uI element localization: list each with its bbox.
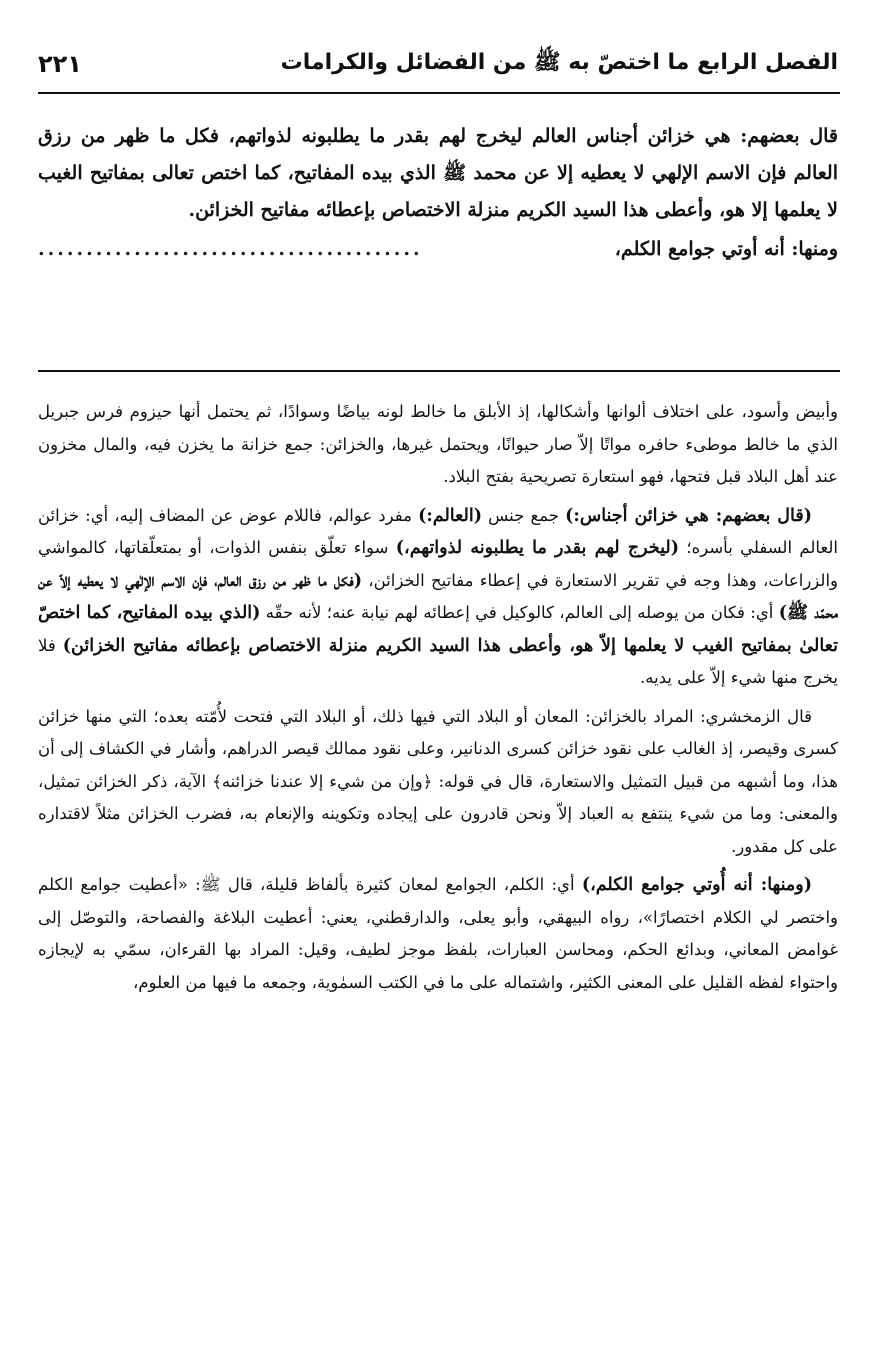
continuation-text: ومنها: أنه أوتي جوامع الكلم، — [614, 238, 838, 260]
commentary-text: أي: الكلم، الجوامع لمعان كثيرة بألفاظ قليلة، قال ﷺ: «أعطيت جوامع الكلم واختصر لي الكلام اختصارًا»، رواه البيهقي، وأبو يعلى، والدارقطني، يعني: أعطيت البلاغة والفصاحة، والتوصّل إلى غوامض المعاني، وبدائع الحكم، ومحاسن العبارات، بلفظ موجز لطيف، وقيل: المراد بها القرءان، سمّي به لإيجازه واحتواء لفظه القليل على المعنى الكثير، واشتماله على ما في الكتب السمٰوية، وجمعه ما فيها من العلوم، — [38, 875, 838, 992]
commentary-paragraph-2 — [38, 500, 838, 695]
chapter-title: الفصل الرابع ما اختصّ به ﷺ من الفضائل والكرامات — [280, 50, 838, 75]
commentary-paragraph-4 — [38, 869, 838, 999]
quoted-text: (فكل ما ظهر من رزق العالم، فإن الاسم الإلٰهي لا يعطيه إلاّ عن محمّد ﷺ) — [38, 570, 838, 623]
commentary-paragraph-1: وأبيض وأسود، على اختلاف ألوانها وأشكالها، إذ الأبلق ما خالط لونه بياضًا وسوادًا، ثم يحتمل أنها حيزوم فرس جبريل الذي ما خالط موطىء حافره مواتًا إلاّ صار حيوانًا، ويحتمل غيرها، والخزائن: جمع خزانة ما يخزن فيه، والمال مخزون عند أهل البلاد قبل فتحها، فهو استعارة تصريحية بفتح البلاد. — [38, 402, 838, 486]
running-header — [38, 40, 838, 88]
commentary-text: مفرد عوالم، فاللام عوض عن المضاف إليه، أي: خزائن العالم السفلي بأسره؛ — [38, 505, 838, 557]
main-text — [38, 118, 838, 268]
commentary-text: سواء تعلّق بنفس الذوات، أو بمتعلّقاتها، كالمواشي والزراعات، وهذا وجه في تقرير الاستعارة في إعطاء مفاتيح الخزائن، — [38, 538, 838, 590]
header-rule — [38, 92, 840, 94]
continuation-dots: ........................................ — [38, 238, 423, 260]
commentary-text: أي: فكان من يوصله إلى العالم، كالوكيل في إعطائه لهم نيابة عنه؛ لأنه حقّه — [260, 603, 779, 622]
commentary — [38, 396, 838, 1005]
commentary-text: جمع جنس — [482, 505, 566, 525]
quoted-text: (قال بعضهم: هي خزائن أجناس:) — [565, 505, 812, 526]
main-text-continuation — [38, 231, 838, 268]
page-number: ٢٢١ — [38, 50, 82, 78]
section-divider — [38, 370, 840, 372]
quoted-text: (الذي بيده المفاتيح، كما اختصّ تعالىٰ بمفاتيح الغيب لا يعلمها إلاّ هو، وأعطى هذا السيد الكريم منزلة الاختصاص بإعطائه مفاتيح الخزائن) — [38, 603, 838, 656]
quoted-text: (ليخرج لهم بقدر ما يطلبونه لذواتهم،) — [395, 538, 679, 558]
commentary-text: فلا يخرج منها شيء إلاّ على يديه. — [38, 635, 838, 687]
quoted-text: (العالم:) — [418, 505, 483, 526]
quoted-text: (ومنها: أنه أُوتي جوامع الكلم،) — [581, 875, 813, 895]
commentary-paragraph-3: قال الزمخشري: المراد بالخزائن: المعان أو البلاد التي فيها ذلك، أو البلاد التي فتحت لأُمّته بعده؛ التي منها خزائن كسرى وقيصر، إذ الغالب على نقود خزائن كسرى الدنانير، وعلى نقود ممالك قيصر الدراهم، وأشار في الكشاف إلى أن هذا، وما أشبهه من قبيل التمثيل والاستعارة، قال في قوله: ﴿وإن من شيء إلا عندنا خزائنه﴾ الآية، ذكر الخزائن تمثيل، والمعنى: وما من شيء ينتفع به العباد إلاّ ونحن قادرون على إيجاده وتكوينه والإنعام به، فضرب الخزائن مثلاً لاقتداره على كل مقدور. — [38, 706, 838, 856]
main-text-paragraph: قال بعضهم: هي خزائن أجناس العالم ليخرج لهم بقدر ما يطلبونه لذواتهم، فكل ما ظهر من رزق العالم فإن الاسم الإلهي لا يعطيه إلا عن محمد ﷺ الذي بيده المفاتيح، كما اختص تعالى بمفاتيح الغيب لا يعلمها إلا هو، وأعطى هذا السيد الكريم منزلة الاختصاص بإعطائه مفاتيح الخزائن. — [38, 125, 838, 221]
